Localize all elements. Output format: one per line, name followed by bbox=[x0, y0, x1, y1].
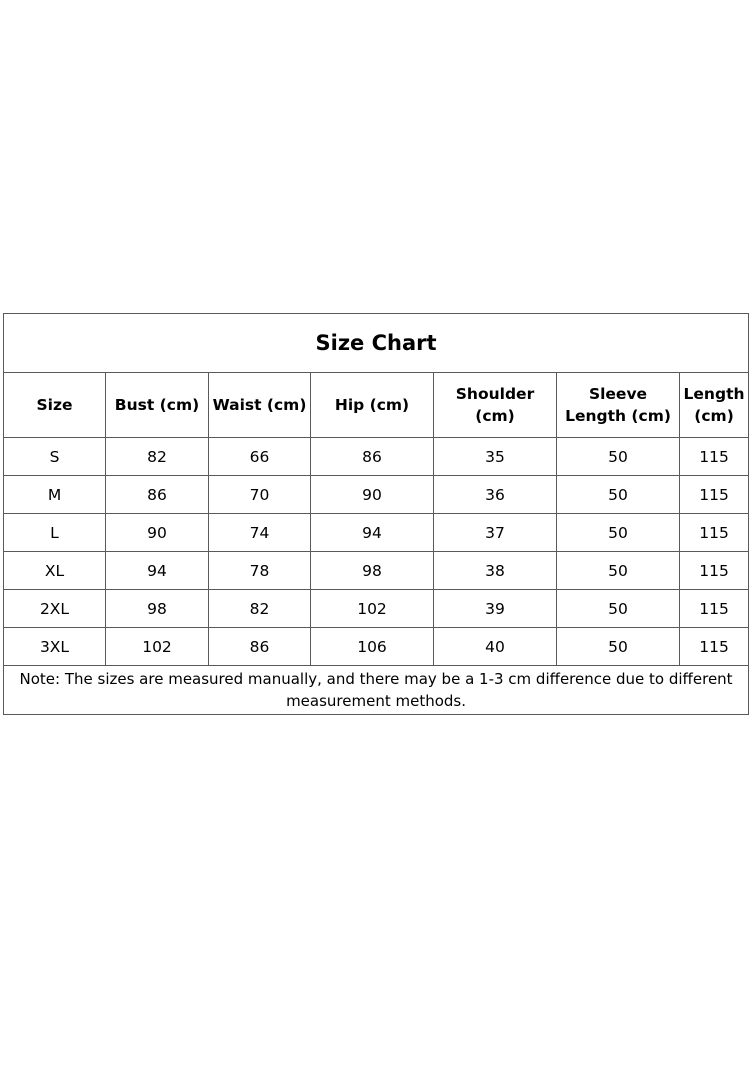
cell-bust: 82 bbox=[106, 438, 209, 476]
table-row bbox=[4, 552, 749, 590]
cell-shoulder: 39 bbox=[434, 590, 557, 628]
column-header-length: Length (cm) bbox=[680, 373, 749, 438]
cell-waist: 78 bbox=[209, 552, 311, 590]
cell-length: 115 bbox=[680, 476, 749, 514]
cell-waist: 66 bbox=[209, 438, 311, 476]
cell-length: 115 bbox=[680, 628, 749, 666]
column-header-bust: Bust (cm) bbox=[106, 373, 209, 438]
cell-hip: 106 bbox=[311, 628, 434, 666]
table-row bbox=[4, 628, 749, 666]
table-row bbox=[4, 476, 749, 514]
cell-sleeve-length: 50 bbox=[557, 438, 680, 476]
header-row bbox=[4, 373, 749, 438]
cell-shoulder: 35 bbox=[434, 438, 557, 476]
cell-bust: 102 bbox=[106, 628, 209, 666]
cell-hip: 86 bbox=[311, 438, 434, 476]
column-header-size: Size bbox=[4, 373, 106, 438]
cell-sleeve-length: 50 bbox=[557, 552, 680, 590]
cell-waist: 82 bbox=[209, 590, 311, 628]
cell-size: XL bbox=[4, 552, 106, 590]
cell-bust: 94 bbox=[106, 552, 209, 590]
cell-hip: 98 bbox=[311, 552, 434, 590]
cell-size: M bbox=[4, 476, 106, 514]
cell-bust: 90 bbox=[106, 514, 209, 552]
measurement-note: Note: The sizes are measured manually, and there may be a 1-3 cm difference due to different measurement methods. bbox=[4, 666, 749, 715]
cell-length: 115 bbox=[680, 552, 749, 590]
cell-sleeve-length: 50 bbox=[557, 590, 680, 628]
cell-size: L bbox=[4, 514, 106, 552]
cell-size: 2XL bbox=[4, 590, 106, 628]
cell-bust: 86 bbox=[106, 476, 209, 514]
cell-bust: 98 bbox=[106, 590, 209, 628]
cell-shoulder: 40 bbox=[434, 628, 557, 666]
cell-waist: 70 bbox=[209, 476, 311, 514]
cell-sleeve-length: 50 bbox=[557, 514, 680, 552]
cell-shoulder: 37 bbox=[434, 514, 557, 552]
cell-size: S bbox=[4, 438, 106, 476]
cell-shoulder: 36 bbox=[434, 476, 557, 514]
column-header-waist: Waist (cm) bbox=[209, 373, 311, 438]
column-header-shoulder: Shoulder (cm) bbox=[434, 373, 557, 438]
chart-title: Size Chart bbox=[4, 314, 749, 373]
cell-length: 115 bbox=[680, 590, 749, 628]
cell-hip: 94 bbox=[311, 514, 434, 552]
cell-length: 115 bbox=[680, 438, 749, 476]
table-row bbox=[4, 438, 749, 476]
column-header-hip: Hip (cm) bbox=[311, 373, 434, 438]
cell-size: 3XL bbox=[4, 628, 106, 666]
cell-sleeve-length: 50 bbox=[557, 628, 680, 666]
cell-waist: 74 bbox=[209, 514, 311, 552]
cell-shoulder: 38 bbox=[434, 552, 557, 590]
cell-hip: 90 bbox=[311, 476, 434, 514]
table-row bbox=[4, 514, 749, 552]
cell-length: 115 bbox=[680, 514, 749, 552]
column-header-sleeve-length: Sleeve Length (cm) bbox=[557, 373, 680, 438]
cell-sleeve-length: 50 bbox=[557, 476, 680, 514]
size-chart-table bbox=[3, 313, 749, 715]
table-row bbox=[4, 590, 749, 628]
cell-waist: 86 bbox=[209, 628, 311, 666]
cell-hip: 102 bbox=[311, 590, 434, 628]
